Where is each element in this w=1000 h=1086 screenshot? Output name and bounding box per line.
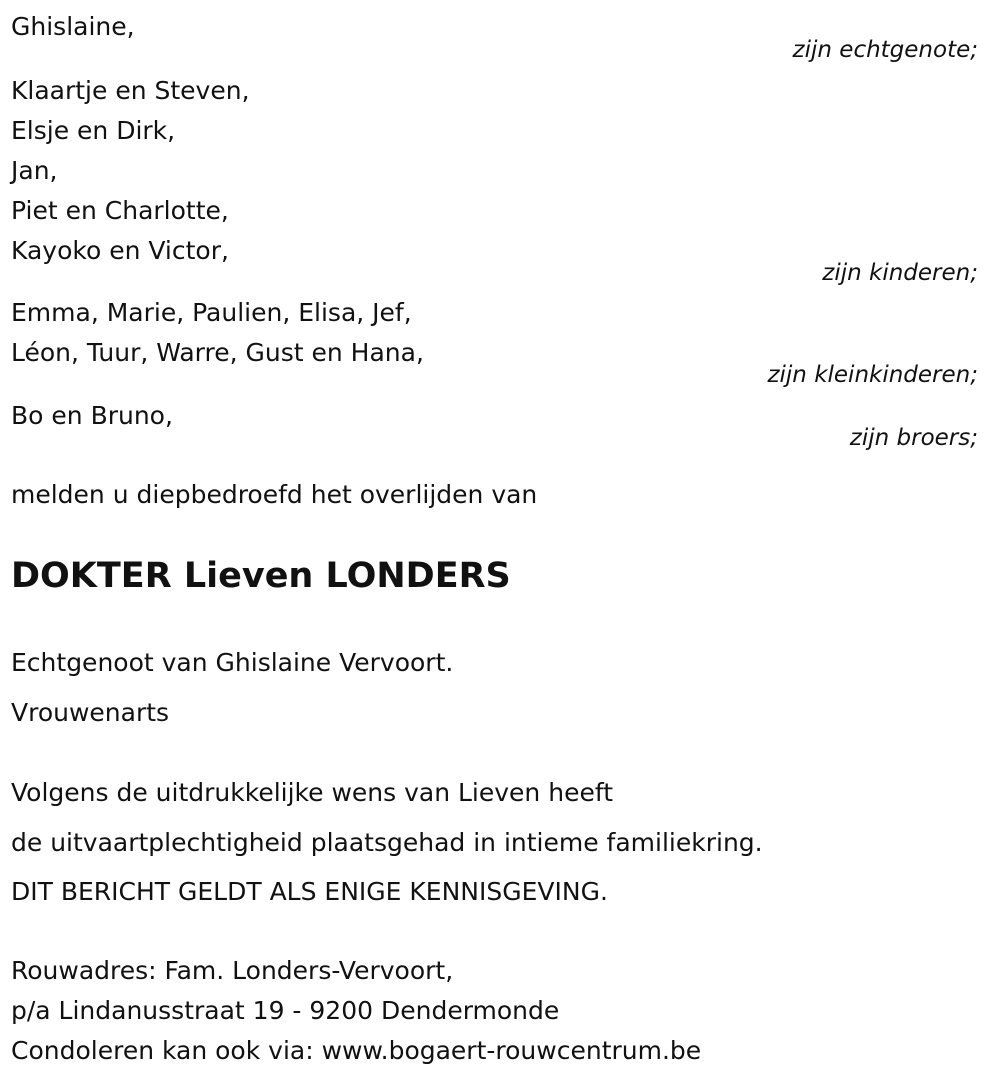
brothers-role: zijn broers; — [849, 425, 978, 451]
brothers-name: Bo en Bruno, — [11, 401, 173, 430]
deceased-profession: Vrouwenarts — [11, 698, 170, 727]
deceased-relation: Echtgenoot van Ghislaine Vervoort. — [11, 648, 454, 677]
children-role: zijn kinderen; — [822, 260, 978, 286]
address-line-1: Rouwadres: Fam. Londers-Vervoort, — [11, 956, 454, 985]
spouse-role: zijn echtgenote; — [792, 37, 978, 63]
child-name: Jan, — [11, 156, 58, 185]
address-line-2: p/a Lindanusstraat 19 - 9200 Dendermonde — [11, 996, 560, 1025]
deceased-name: DOKTER Lieven LONDERS — [11, 556, 511, 596]
child-name: Klaartje en Steven, — [11, 76, 250, 105]
funeral-line-2: de uitvaartplechtigheid plaatsgehad in intieme familiekring. — [11, 828, 763, 857]
spouse-name: Ghislaine, — [11, 12, 135, 41]
grandchildren-role: zijn kleinkinderen; — [767, 362, 978, 388]
child-name: Elsje en Dirk, — [11, 116, 176, 145]
announcement-text: melden u diepbedroefd het overlijden van — [11, 480, 538, 509]
grandchildren-name: Emma, Marie, Paulien, Elisa, Jef, — [11, 298, 412, 327]
grandchildren-name: Léon, Tuur, Warre, Gust en Hana, — [11, 338, 424, 367]
child-name: Piet en Charlotte, — [11, 196, 229, 225]
child-name: Kayoko en Victor, — [11, 236, 229, 265]
notice-text: DIT BERICHT GELDT ALS ENIGE KENNISGEVING. — [11, 877, 608, 906]
condolences-line: Condoleren kan ook via: www.bogaert-rouwcentrum.be — [11, 1036, 702, 1065]
funeral-line-1: Volgens de uitdrukkelijke wens van Lieven heeft — [11, 778, 613, 807]
